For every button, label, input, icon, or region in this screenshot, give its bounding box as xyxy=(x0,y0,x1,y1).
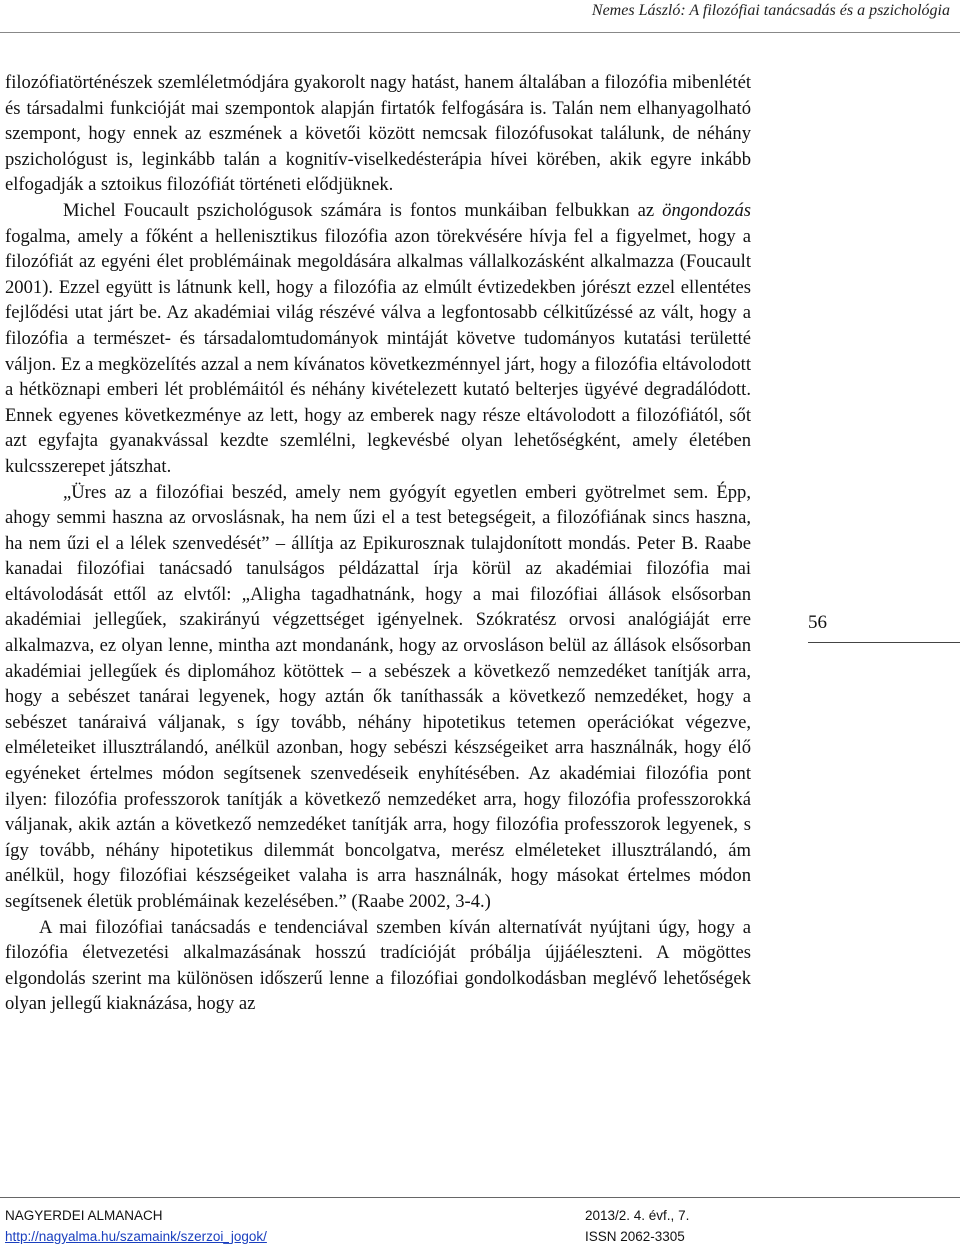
paragraph-2-start: Michel Foucault pszichológusok számára is fontos munkáiban felbukkan az xyxy=(63,199,663,221)
footer xyxy=(5,1205,695,1247)
page-number-rule xyxy=(808,642,960,643)
margin-page-number-block xyxy=(808,612,960,643)
footer-rule xyxy=(0,1197,960,1198)
copyright-link[interactable]: http://nagyalma.hu/szamaink/szerzoi_jogok/ xyxy=(5,1229,267,1244)
issn: ISSN 2062-3305 xyxy=(585,1229,685,1244)
paragraph-3: „Üres az a filozófiai beszéd, amely nem gyógyít egyetlen emberi gyötrelmet sem. Épp, ahogy semmi haszna az orvoslásnak, ha nem űzi el a test betegségeit, a filozófiának sincs haszna, ha nem űzi el a lélek szenvedését” – állítja az Epikurosznak tulajdonított mondás. Peter B. Raabe kanadai filozófiai tanácsadó tanulságos példázattal írja körül az akadémiai filozófia mai eltávolodását ettől az elvtől: „Aligha tagadhatnánk, hogy a mai filozófiai állások elsősorban akadémiai jellegűek, szakirányú végzettséget igényelnek. Szókratész orvosi analógiáját erre alkalmazva, ez olyan lenne, mintha azt mondanánk, hogy az orvosláson belül az állások elsősorban akadémiai jellegűek és diplomához kötöttek – a sebészek a következő nemzedéket tanítják arra, hogy a sebészet tanárai legyenek, hogy aztán ők taníthassák a következő nemzedéket, hogy a sebészet tanáraivá váljanak, s így tovább, néhány hipotetikus tetemen operációkat végezve, elméleteiket illusztrálandó, anélkül azonban, hogy sebészi készségeiket arra használnák, hogy élő egyéneket értelmes módon segítsenek szenvedéseik enyhítésében. Az akadémiai filozófia pont ilyen: filozófia professzorok tanítják a következő nemzedéket arra, hogy filozófia professzorokká váljanak, akik aztán a következő nemzedéket tanítják arra, hogy filozófia professzorok legyenek, s így tovább, néhány hipotetikus dilemmát boncolgatva, merész elméleteket illusztrálandó, ám anélkül, hogy filozófiai készségeiket valaha is arra használnák, hogy másokat értelmes módon segítsenek életük problémáinak kezelésében.” (Raabe 2002, 3-4.) xyxy=(5,481,751,912)
paragraph-4: A mai filozófiai tanácsadás e tendenciával szemben kíván alternatívát nyújtani úgy, hogy a filozófia életvezetési alkalmazásának hosszú tradícióját próbálja újjáéleszteni. A mögöttes elgondolás szerint ma különösen időszerű lenne a filozófiai gondolkodásban meglévő lehetőségek olyan jellegű kiaknázása, hogy az xyxy=(5,916,751,1015)
journal-name: NAGYERDEI ALMANACH xyxy=(5,1208,163,1223)
body-text xyxy=(5,70,751,1017)
paragraph-2-rest: fogalma, amely a főként a hellenisztikus filozófia azon törekvésére hívja fel a figyelmet, hogy a filozófiát az egyéni élet problémáinak megoldására alkalmas vállalkozásként alkalmazza (Foucault 2001). Ezzel együtt is látnunk kell, hogy a filozófia az elmúlt évtizedekben jórészt ezzel ellentétes fejlődési utat járt be. Az akadémiai világ részévé válva a legfontosabb célkitűzéssé az vált, hogy a filozófia a természet- és társadalomtudományok mintáját követve tudományos kutatási területté váljon. Ez a megközelítés azzal a nem kívánatos következménnyel járt, hogy a filozófia eltávolodott a hétköznapi emberi lét problémáitól és néhány kivételezett kutató belterjes ügyévé degradálódott. Ennek egyenes következménye az lett, hogy az emberek nagy része eltávolodott a filozófiától, sőt azt egyfajta gyanakvással kezdte szemlélni, legkevésbé olyan lehetőségként, amely életében kulcsszerepet játszhat. xyxy=(5,225,751,477)
page-number: 56 xyxy=(808,612,827,633)
header-rule xyxy=(0,32,960,33)
paragraph-2-italic-term: öngondozás xyxy=(662,199,751,221)
paragraph-1: filozófiatörténészek szemléletmódjára gyakorolt nagy hatást, hanem általában a filozófia mibenlétét és társadalmi funkcióját mai szempontok alapján firtatók felfogására is. Talán nem elhanyagolható szempont, hogy ennek az eszmének a követői között nemcsak filozófusokat találunk, de néhány pszichológust is, leginkább talán a kognitív-viselkedésterápia hívei körében, akik egyre inkább elfogadják a sztoikus filozófiát történeti elődjüknek. xyxy=(5,72,751,196)
running-header: Nemes László: A filozófiai tanácsadás és a pszichológia xyxy=(591,2,950,19)
issue-info: 2013/2. 4. évf., 7. xyxy=(585,1208,690,1223)
paragraph-2 xyxy=(5,198,751,480)
